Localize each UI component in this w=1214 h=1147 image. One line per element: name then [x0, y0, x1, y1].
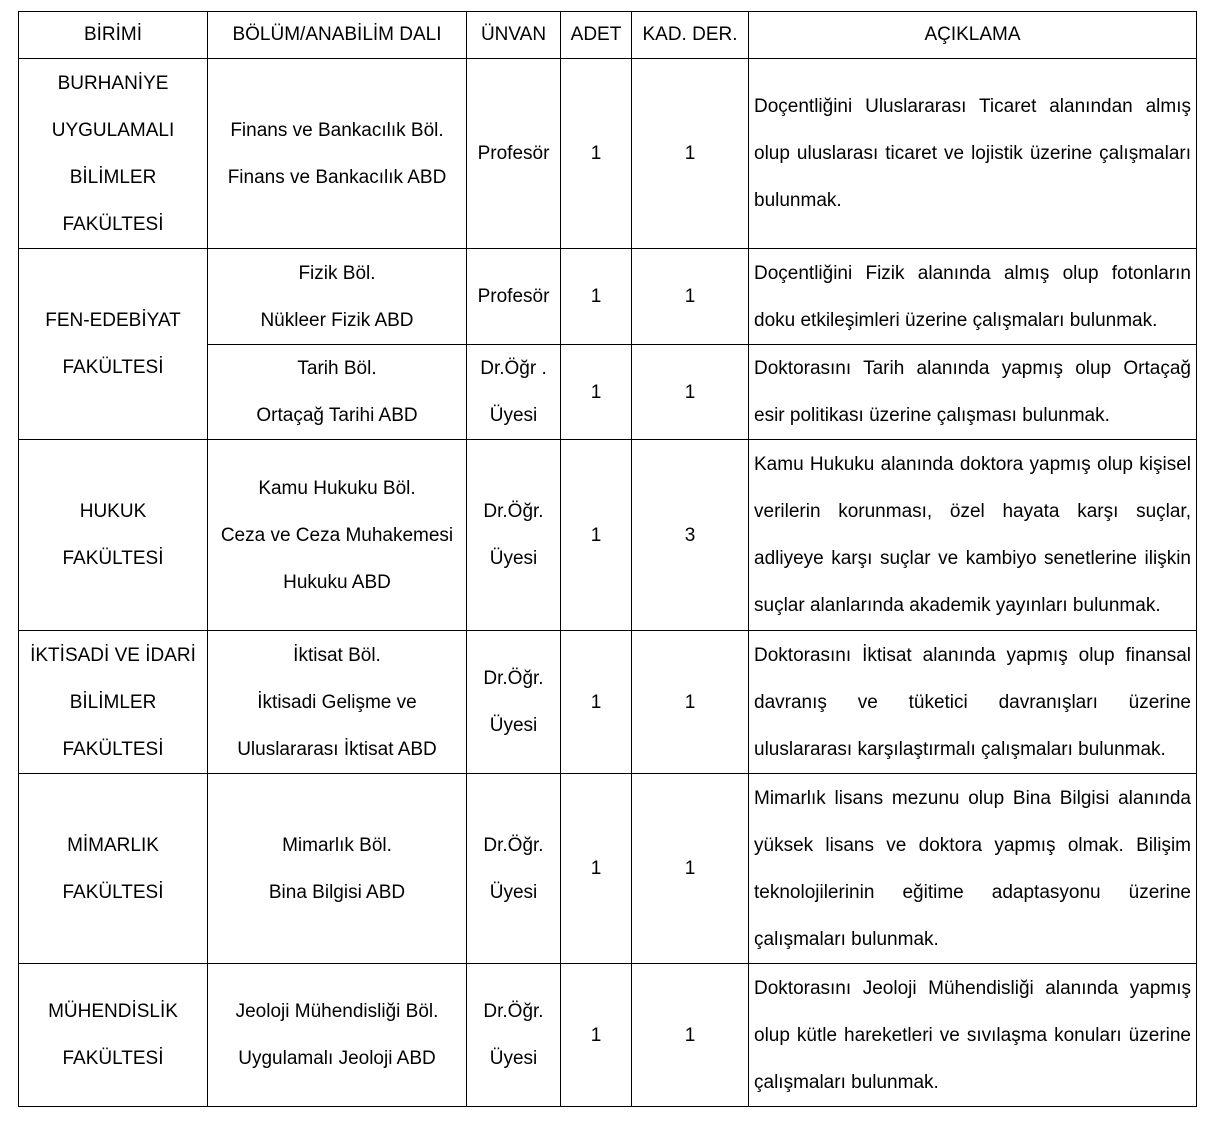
bolum-line: Nükleer Fizik ABD: [260, 309, 414, 331]
birim-cell: [19, 440, 208, 631]
bolum-cell: [208, 964, 467, 1107]
bolum-line: Uluslararası İktisat ABD: [237, 738, 437, 760]
kad-der-cell: 1: [632, 345, 749, 440]
table-row: [19, 59, 1197, 249]
header-row: [19, 12, 1197, 59]
kad-der-cell: 1: [632, 774, 749, 964]
bolum-line: Finans ve Bankacılık ABD: [227, 166, 447, 188]
staff-positions-table: [18, 11, 1197, 1107]
bolum-line: Kamu Hukuku Böl.: [258, 477, 416, 499]
aciklama-cell: Doktorasını İktisat alanında yapmış olup finansal davranış ve tüketici davranışları üzerine uluslararası karşılaştırmalı çalışmaları bulunmak.: [749, 631, 1197, 774]
birim-line: İKTİSADİ VE İDARİ: [30, 644, 196, 666]
kad-der-cell: 1: [632, 249, 749, 345]
aciklama-cell: Doçentliğini Fizik alanında almış olup fotonların doku etkileşimleri üzerine çalışmaları bulunmak.: [749, 249, 1197, 345]
kad-der-cell: 3: [632, 440, 749, 631]
unvan-cell: [467, 631, 561, 774]
bolum-line: Bina Bilgisi ABD: [268, 881, 406, 903]
unvan-line: Profesör: [477, 143, 550, 164]
aciklama-cell: Mimarlık lisans mezunu olup Bina Bilgisi alanında yüksek lisans ve doktora yapmış olmak. Bilişim teknolojilerinin eğitime adaptasyonu üzerine çalışmaları bulunmak.: [749, 774, 1197, 964]
unvan-cell: [467, 249, 561, 345]
aciklama-cell: Doktorasını Tarih alanında yapmış olup Ortaçağ esir politikası üzerine çalışması bulunmak.: [749, 345, 1197, 440]
bolum-line: Hukuku ABD: [283, 571, 391, 593]
birim-line: BURHANİYE: [57, 72, 169, 94]
bolum-line: Fizik Böl.: [298, 262, 376, 284]
birim-cell: [19, 631, 208, 774]
aciklama-cell: Kamu Hukuku alanında doktora yapmış olup kişisel verilerin korunması, özel hayata karşı suçlar, adliyeye karşı suçlar ve kambiyo senetlerine ilişkin suçlar alanlarında akademik yayınları bulunmak.: [749, 440, 1197, 631]
header-kad-der: KAD. DER.: [632, 12, 749, 59]
birim-line: FAKÜLTESİ: [62, 881, 164, 903]
header-bolum: BÖLÜM/ANABİLİM DALI: [208, 12, 467, 59]
adet-cell: 1: [561, 964, 632, 1107]
birim-cell: [19, 249, 208, 440]
bolum-line: Ortaçağ Tarihi ABD: [256, 405, 418, 426]
birim-line: FEN-EDEBİYAT: [45, 310, 181, 331]
unvan-line: Üyesi: [489, 715, 538, 736]
birim-line: FAKÜLTESİ: [62, 1048, 164, 1069]
unvan-line: Dr.Öğr.: [483, 834, 544, 856]
table-row: [19, 964, 1197, 1107]
header-unvan: ÜNVAN: [467, 12, 561, 59]
birim-cell: [19, 59, 208, 249]
table-row: [19, 774, 1197, 964]
unvan-line: Üyesi: [489, 1048, 538, 1069]
table-row: [19, 631, 1197, 774]
unvan-cell: [467, 345, 561, 440]
bolum-line: Mimarlık Böl.: [282, 834, 392, 856]
birim-line: UYGULAMALI: [51, 119, 175, 141]
bolum-line: Ceza ve Ceza Muhakemesi: [220, 524, 454, 546]
unvan-line: Profesör: [477, 286, 550, 307]
kad-der-cell: 1: [632, 59, 749, 249]
unvan-line: Dr.Öğr.: [483, 1001, 544, 1022]
birim-line: FAKÜLTESİ: [62, 357, 164, 378]
bolum-cell: [208, 440, 467, 631]
adet-cell: 1: [561, 631, 632, 774]
birim-line: MÜHENDİSLİK: [48, 1001, 178, 1022]
adet-cell: 1: [561, 59, 632, 249]
birim-line: FAKÜLTESİ: [62, 548, 164, 569]
bolum-line: Jeoloji Mühendisliği Böl.: [235, 1001, 439, 1022]
unvan-cell: [467, 440, 561, 631]
birim-line: FAKÜLTESİ: [62, 738, 164, 760]
unvan-line: Üyesi: [489, 881, 538, 903]
unvan-line: Dr.Öğr.: [483, 501, 544, 522]
birim-line: BİLİMLER: [69, 166, 157, 188]
bolum-cell: [208, 345, 467, 440]
adet-cell: 1: [561, 345, 632, 440]
adet-cell: 1: [561, 440, 632, 631]
aciklama-cell: Doktorasını Jeoloji Mühendisliği alanında yapmış olup kütle hareketleri ve sıvılaşma konuları üzerine çalışmaları bulunmak.: [749, 964, 1197, 1107]
aciklama-cell: Doçentliğini Uluslararası Ticaret alanından almış olup uluslarası ticaret ve lojistik üzerine çalışmaları bulunmak.: [749, 59, 1197, 249]
bolum-cell: [208, 59, 467, 249]
unvan-line: Dr.Öğr .: [480, 358, 547, 379]
bolum-cell: [208, 774, 467, 964]
birim-cell: [19, 964, 208, 1107]
bolum-line: İktisat Böl.: [293, 644, 381, 666]
bolum-line: Tarih Böl.: [297, 358, 377, 379]
birim-line: FAKÜLTESİ: [62, 213, 164, 235]
header-adet: ADET: [561, 12, 632, 59]
birim-line: MİMARLIK: [67, 834, 159, 856]
header-aciklama: AÇIKLAMA: [749, 12, 1197, 59]
bolum-line: Uygulamalı Jeoloji ABD: [238, 1048, 436, 1069]
unvan-cell: [467, 964, 561, 1107]
birim-cell: [19, 774, 208, 964]
bolum-cell: [208, 631, 467, 774]
kad-der-cell: 1: [632, 631, 749, 774]
adet-cell: 1: [561, 249, 632, 345]
unvan-line: Üyesi: [489, 548, 538, 569]
adet-cell: 1: [561, 774, 632, 964]
unvan-cell: [467, 774, 561, 964]
kad-der-cell: 1: [632, 964, 749, 1107]
unvan-line: Dr.Öğr.: [483, 668, 544, 689]
header-birimi: BİRİMİ: [19, 12, 208, 59]
unvan-line: Üyesi: [489, 405, 538, 426]
birim-line: HUKUK: [79, 501, 147, 522]
unvan-cell: [467, 59, 561, 249]
bolum-line: İktisadi Gelişme ve: [257, 691, 417, 713]
birim-line: BİLİMLER: [69, 691, 157, 713]
table-row: [19, 440, 1197, 631]
bolum-cell: [208, 249, 467, 345]
table-row: [19, 249, 1197, 345]
bolum-line: Finans ve Bankacılık Böl.: [230, 119, 444, 141]
